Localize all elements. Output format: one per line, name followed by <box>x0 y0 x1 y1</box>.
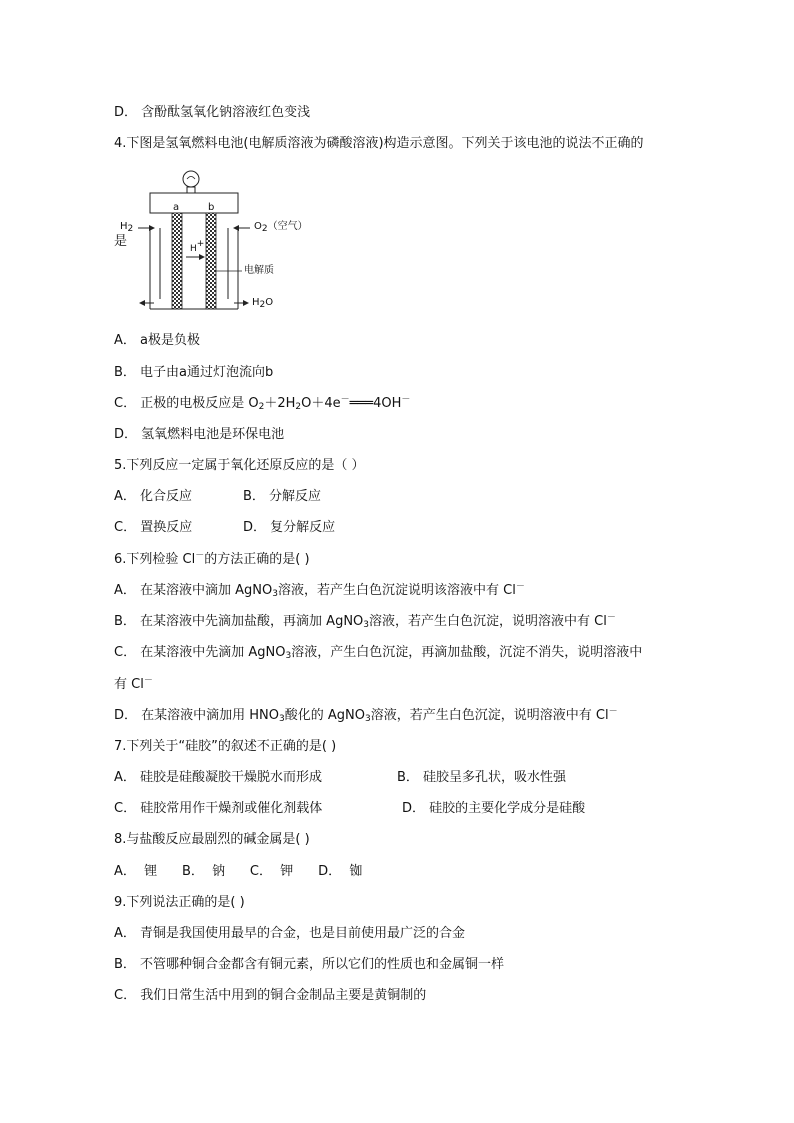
question-9-stem: 9.下列说法正确的是( ) <box>114 895 245 910</box>
electrolyte-label: 电解质 <box>244 265 274 276</box>
question-4-option-a: A． a极是负极 <box>114 333 200 348</box>
question-7-stem: 7.下列关于“硅胶”的叙述不正确的是( ) <box>114 739 337 754</box>
question-3-option-d: D． 含酚酞氢氧化钠溶液红色变浅 <box>114 105 311 120</box>
question-7-option-b: B． 硅胶呈多孔状，吸水性强 <box>397 770 567 785</box>
external-circuit-bar <box>150 193 238 213</box>
light-bulb-icon <box>183 171 199 193</box>
question-4-option-d: D． 氢氧燃料电池是环保电池 <box>114 427 285 442</box>
question-8-stem: 8.与盐酸反应最剧烈的碱金属是( ) <box>114 832 310 847</box>
proton-label: H+ <box>190 239 205 254</box>
question-6-option-c-continued: 有 Cl－ <box>114 676 153 692</box>
question-5-option-d: D． 复分解反应 <box>243 520 336 535</box>
question-9-option-b: B． 不管哪种铜合金都含有铜元素，所以它们的性质也和金属铜一样 <box>114 957 505 972</box>
electrode-a-label: a <box>173 202 180 213</box>
question-6-option-d: D． 在某溶液中滴加用 $HNO_3$酸化的 AgNO$_3$溶液，若产生白色沉淀，说明溶液中有 Cl－ <box>114 707 618 724</box>
oxygen-label: $O_2$（空气） <box>254 221 308 234</box>
electrode-a <box>172 213 182 309</box>
hydrogen-label: $H_2$ <box>120 221 134 234</box>
electrode-b-label: b <box>208 202 215 213</box>
electrode-b <box>206 213 216 309</box>
question-4-stem: 4.下图是氢氧燃料电池(电解质溶液为磷酸溶液)构造示意图。下列关于该电池的说法不正确的 <box>114 136 644 151</box>
fuel-cell-svg <box>138 166 308 316</box>
question-6-option-a: A． 在某溶液中滴加 AgNO$_3$溶液，若产生白色沉淀说明该溶液中有 Cl－ <box>114 582 525 599</box>
question-7-option-d: D． 硅胶的主要化学成分是硅酸 <box>402 801 586 816</box>
question-9-option-a: A． 青铜是我国使用最早的合金，也是目前使用最广泛的合金 <box>114 926 466 941</box>
question-7-option-c: C． 硅胶常用作干燥剂或催化剂载体 <box>114 801 323 816</box>
question-5-option-c: C． 置换反应 <box>114 520 193 535</box>
question-4-option-b: B． 电子由a通过灯泡流向b <box>114 365 274 380</box>
fuel-cell-diagram <box>120 166 308 316</box>
question-5-stem: 5.下列反应一定属于氧化还原反应的是（ ） <box>114 458 365 473</box>
question-6-option-b: B． 在某溶液中先滴加盐酸，再滴加 AgNO$_3$溶液，若产生白色沉淀，说明溶液中有 Cl－ <box>114 613 616 630</box>
question-6-stem: 6.下列检验 Cl－的方法正确的是( ) <box>114 551 310 567</box>
question-7-option-a: A． 硅胶是硅酸凝胶干燥脱水而形成 <box>114 770 323 785</box>
question-6-option-c: C． 在某溶液中先滴加 AgNO$_3$溶液，产生白色沉淀，再滴加盐酸，沉淀不消失，说明溶液中 <box>114 645 643 661</box>
question-5-option-b: B． 分解反应 <box>243 489 322 504</box>
question-4-option-c: C． 正极的电极反应是 $O_2+2H_2O+4e^-═══4OH^-$ <box>114 395 411 412</box>
question-9-option-c: C． 我们日常生活中用到的铜合金制品主要是黄铜制的 <box>114 988 427 1003</box>
question-4-stem-end: 是 <box>114 234 128 249</box>
water-label: $H_2O$ <box>252 297 274 310</box>
question-5-option-a: A． 化合反应 <box>114 489 193 504</box>
question-8-options: A． 锂 B． 钠 C． 钾 D． 铷 <box>114 864 363 879</box>
